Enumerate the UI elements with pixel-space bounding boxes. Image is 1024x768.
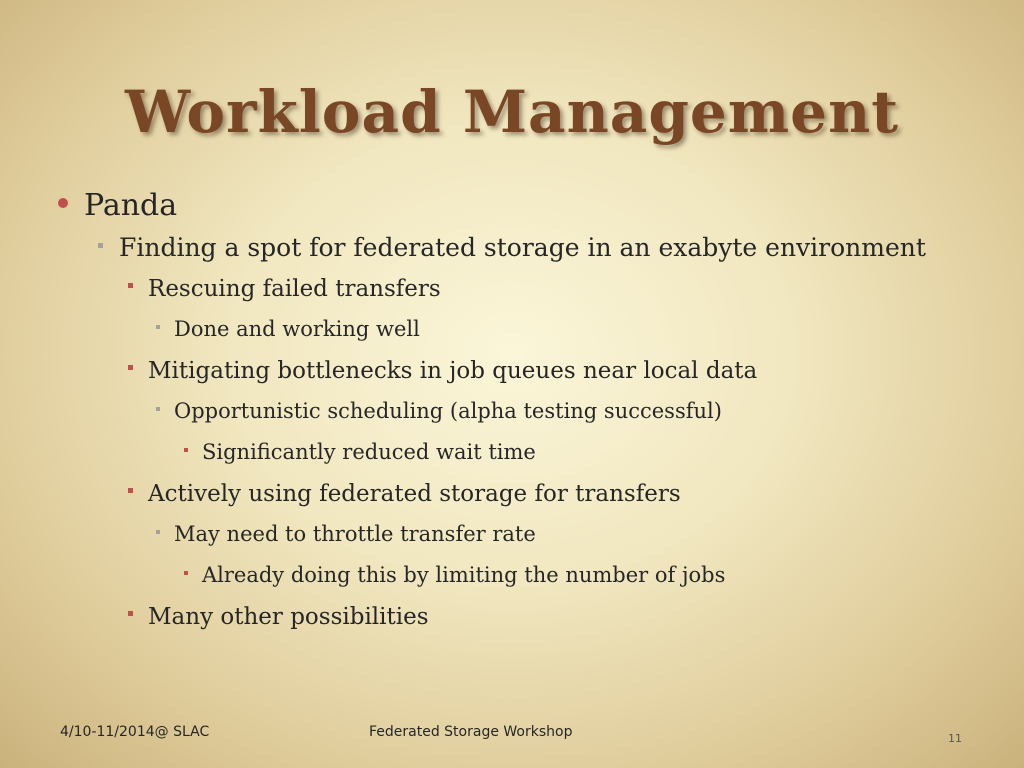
bullet-item [58,522,1008,546]
square-bullet-icon [156,325,160,329]
bullet-item [58,276,1008,302]
footer-date: 4/10-11/2014@ SLAC [60,724,210,740]
bullet-item [58,233,1008,262]
bullet-item [58,188,1008,223]
bullet-item [58,563,1008,587]
bullet-text: Finding a spot for federated storage in an exabyte environment [119,233,926,262]
bullet-item [58,317,1008,341]
bullet-text: Actively using federated storage for transfers [148,481,681,507]
square-bullet-icon [128,611,133,616]
square-bullet-icon [128,365,133,370]
bullet-text: May need to throttle transfer rate [174,522,536,546]
bullet-text: Mitigating bottlenecks in job queues near local data [148,358,758,384]
bullet-text: Opportunistic scheduling (alpha testing successful) [174,399,722,423]
bullet-text: Panda [84,188,178,223]
bullet-item [58,399,1008,423]
bullet-text: Many other possibilities [148,604,429,630]
bullet-text: Significantly reduced wait time [202,440,536,464]
page-number: 11 [948,732,962,745]
footer-title: Federated Storage Workshop [369,724,573,740]
square-bullet-icon [98,243,103,248]
bullet-list [58,188,1008,645]
slide-title: Workload Management [124,78,900,146]
bullet-item [58,358,1008,384]
square-bullet-icon [156,530,160,534]
bullet-item [58,481,1008,507]
bullet-text: Rescuing failed transfers [148,276,441,302]
round-bullet-icon [58,198,68,208]
square-bullet-icon [156,407,160,411]
bullet-text: Already doing this by limiting the number of jobs [202,563,726,587]
bullet-item [58,440,1008,464]
square-bullet-icon [128,488,133,493]
square-bullet-icon [128,283,133,288]
bullet-item [58,604,1008,630]
square-bullet-icon [184,571,188,575]
square-bullet-icon [184,448,188,452]
bullet-text: Done and working well [174,317,420,341]
